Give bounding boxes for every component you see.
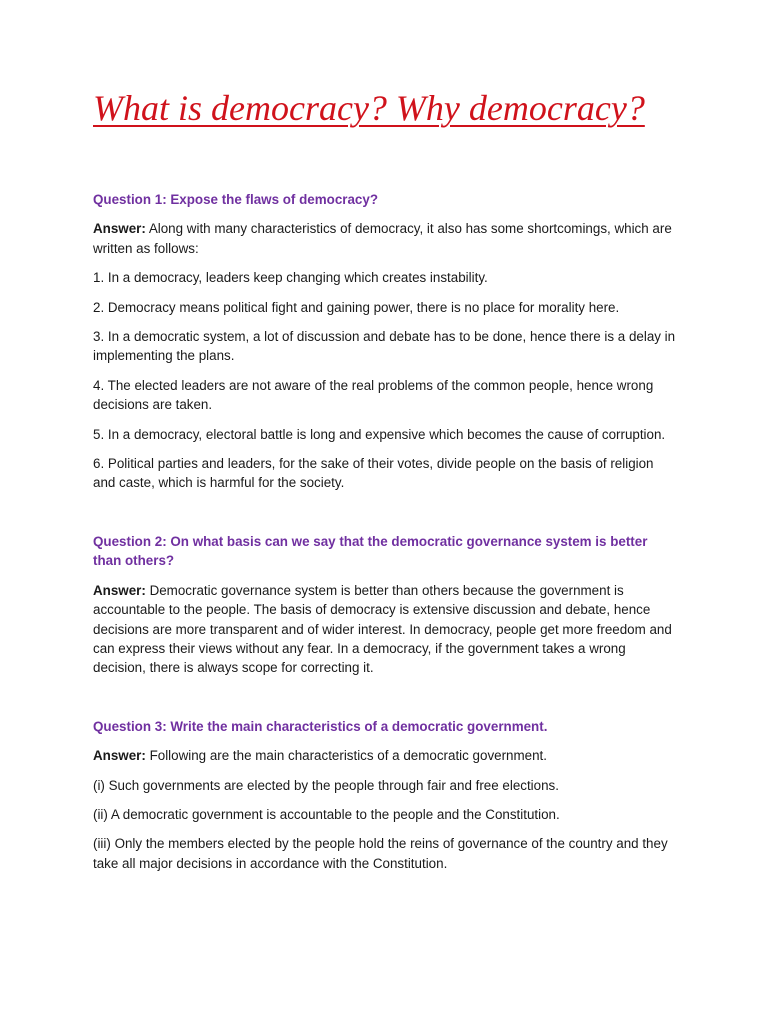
answer-1 — [93, 219, 678, 258]
list-item: (iii) Only the members elected by the people hold the reins of governance of the country and they take all major decisions in accordance with the Constitution. — [93, 836, 668, 871]
qa-section-3 — [93, 717, 678, 873]
question-3: Question 3: Write the main characteristics of a democratic government. — [93, 718, 548, 734]
answer-2 — [93, 581, 678, 678]
list-item: 3. In a democratic system, a lot of discussion and debate has to be done, hence there is a delay in implementing the plans. — [93, 329, 676, 364]
section-spacer — [93, 688, 678, 717]
list-item: 5. In a democracy, electoral battle is long and expensive which becomes the cause of corruption. — [93, 426, 666, 442]
question-2: Question 2: On what basis can we say that the democratic governance system is better than others? — [93, 533, 648, 569]
answer-label: Answer: — [93, 221, 146, 237]
qa-section-2 — [93, 532, 678, 678]
list-item: 2. Democracy means political fight and gaining power, there is no place for morality here. — [93, 299, 620, 315]
answer-3 — [93, 746, 678, 765]
answer-text: Democratic governance system is better than others because the government is accountable to the people. The basis of democracy is extensive discussion and debate, hence decisions are more transparent and of wider interest. In democracy, people get more freedom and can express their views without any fear. In a democracy, if the government takes a wrong decision, there is always scope for correcting it. — [93, 582, 672, 676]
question-1: Question 1: Expose the flaws of democracy? — [93, 192, 378, 207]
page-title: What is democracy? Why democracy? — [93, 88, 645, 128]
document-body — [93, 190, 678, 883]
section-spacer — [93, 503, 678, 532]
list-item: (ii) A democratic government is accountable to the people and the Constitution. — [93, 806, 560, 822]
answer-label: Answer: — [93, 748, 146, 764]
qa-section-1 — [93, 190, 678, 493]
list-item: 6. Political parties and leaders, for the sake of their votes, divide people on the basis of religion and caste, which is harmful for the society. — [93, 456, 654, 491]
answer-text: Following are the main characteristics of a democratic government. — [145, 748, 547, 764]
list-item: 4. The elected leaders are not aware of the real problems of the common people, hence wrong decisions are taken. — [93, 377, 654, 413]
list-item: (i) Such governments are elected by the people through fair and free elections. — [93, 777, 559, 793]
list-item: 1. In a democracy, leaders keep changing which creates instability. — [93, 270, 488, 286]
answer-label: Answer: — [93, 582, 146, 598]
answer-text: Along with many characteristics of democracy, it also has some shortcomings, which are written as follows: — [93, 221, 672, 256]
